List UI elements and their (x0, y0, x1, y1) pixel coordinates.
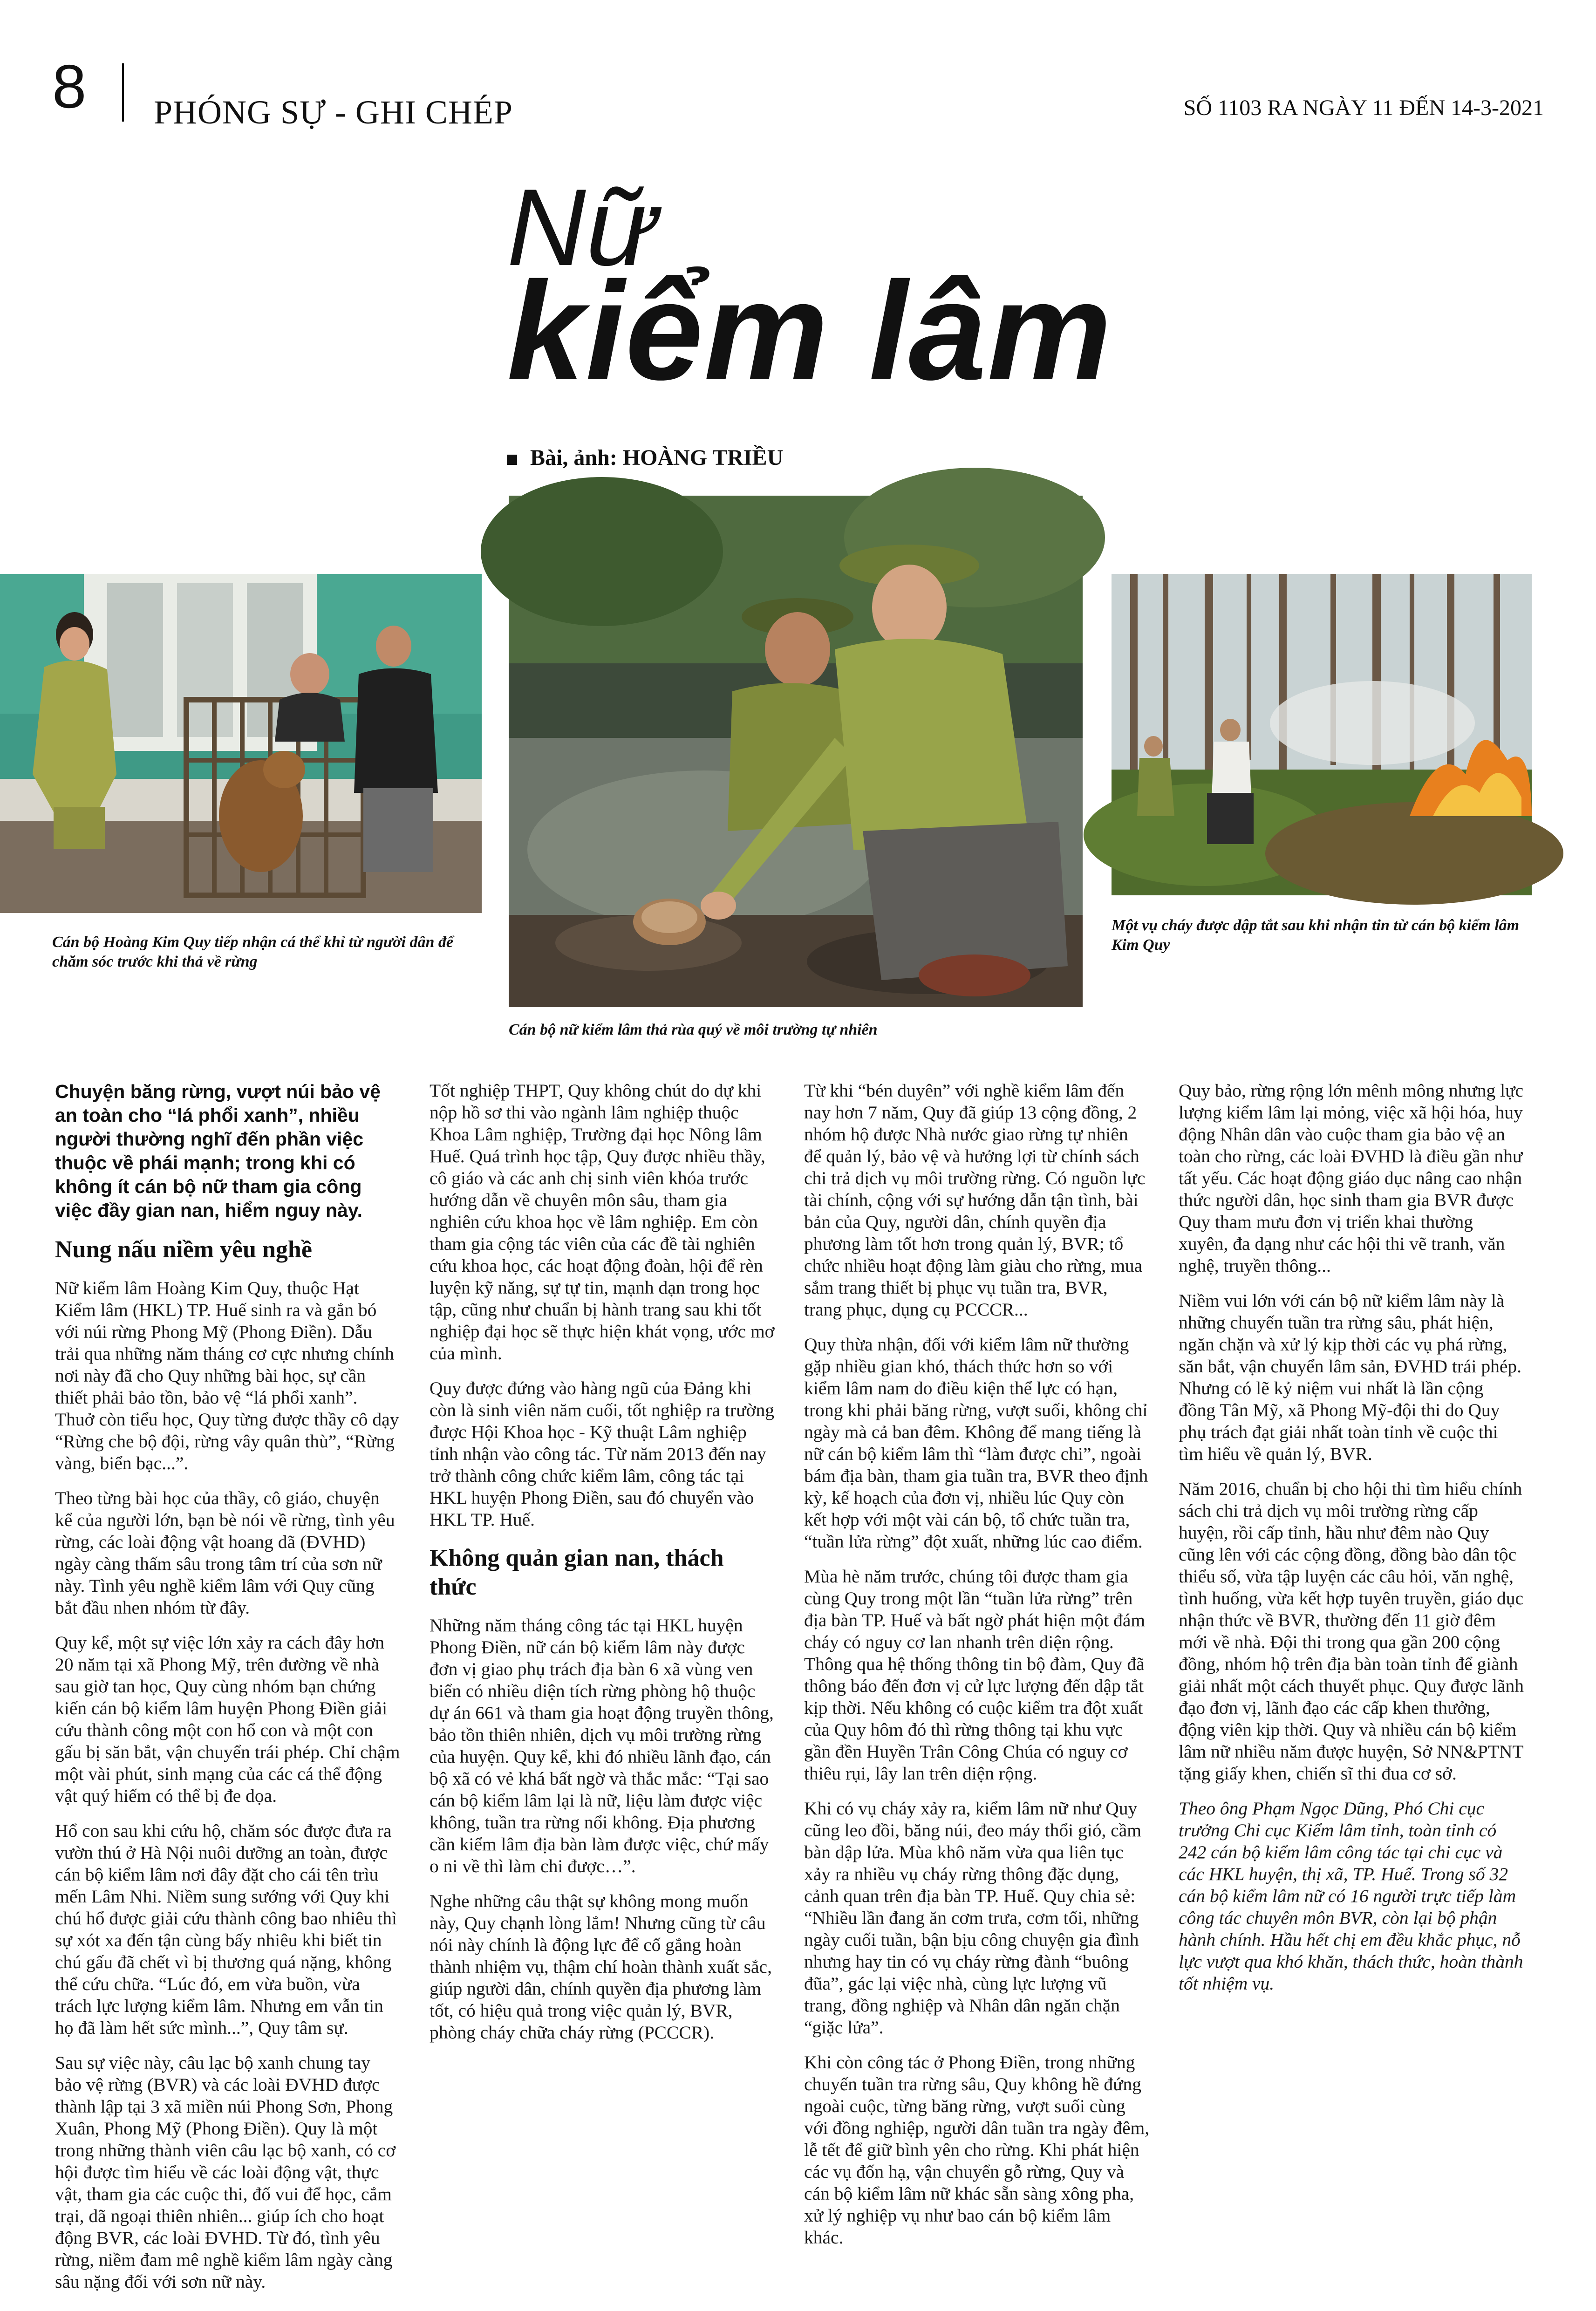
photo-ranger-monkey (0, 574, 482, 913)
paragraph: Từ khi “bén duyên” với nghề kiểm lâm đến nay hơn 7 năm, Quy đã giúp 13 cộng đồng, 2 nhóm hộ được Nhà nước giao rừng tự nhiên để quản lý, bảo vệ và hưởng lợi từ chính sách chi trả dịch vụ môi trường rừng. Có nguồn lực tài chính, cộng với sự hướng dẫn tận tình, bài bản của Quy, người dân, chính quyền địa phương làm tốt hơn trong quản lý, BVR; tổ chức nhiều hoạt động làm giàu cho rừng, mua sắm trang thiết bị phục vụ tuần tra, BVR, trang phục, dụng cụ PCCCR... (804, 1080, 1146, 1320)
paragraph: Sau sự việc này, câu lạc bộ xanh chung tay bảo vệ rừng (BVR) và các loài ĐVHD được thành lập tại 3 xã miền núi Phong Sơn, Phong Xuân, Phong Mỹ (Phong Điền). Quy là một trong những thành viên câu lạc bộ xanh, có cơ hội được tìm hiểu về các loài động vật, thực vật, tham gia các cuộc thi, đố vui để học, cắm trại, dã ngoại thiên nhiên... giúp ích cho hoạt động BVR, các loài ĐVHD. Từ đó, tình yêu rừng, niềm đam mê nghề kiểm lâm ngày càng sâu nặng đối với sơn nữ này. (55, 2052, 396, 2292)
issue-info: SỐ 1103 RA NGÀY 11 ĐẾN 14-3-2021 (1183, 95, 1544, 120)
photo-turtle-release (509, 496, 1083, 1007)
text-column-2 (430, 1080, 775, 2057)
paragraph: Hổ con sau khi cứu hộ, chăm sóc được đưa ra vườn thú ở Hà Nội nuôi dưỡng an toàn, được cán bộ kiểm lâm nơi đây đặt cho cái tên trìu mến Lâm Nhi. Niềm sung sướng với Quy khi chú hổ được giải cứu thành công bao nhiêu thì sự xót xa đến tận cùng bấy nhiêu khi biết tin chú gấu đã chết vì bị thương quá nặng, không thể cứu chữa. “Lúc đó, em vừa buồn, vừa trách lực lượng kiểm lâm. Nhưng em vẫn tin họ đã làm hết sức mình...”, Quy tâm sự. (55, 1820, 397, 2038)
byline (507, 445, 783, 470)
paragraph: Nữ kiểm lâm Hoàng Kim Quy, thuộc Hạt Kiểm lâm (HKL) TP. Huế sinh ra và gắn bó với núi rừng Phong Mỹ (Phong Điền). Dẫu trải qua những năm tháng cơ cực nhưng chính nơi này đã cho Quy những bài học, sự cần thiết phải bảo tồn, bảo vệ “lá phổi xanh”. Thuở còn tiểu học, Quy từng được thầy cô dạy “Rừng che bộ đội, rừng vây quân thù”, “Rừng vàng, biển bạc...”. (55, 1278, 399, 1473)
text-column-4 (1179, 1080, 1524, 2008)
text-column-1 (55, 1080, 401, 2292)
byline-text: Bài, ảnh: HOÀNG TRIỀU (530, 445, 784, 470)
photo-caption-left: Cán bộ Hoàng Kim Quy tiếp nhận cá thể khỉ từ người dân để chăm sóc trước khi thả về rừng (52, 934, 453, 970)
paragraph: Khi còn công tác ở Phong Điền, trong những chuyến tuần tra rừng sâu, Quy không hề đứng ngoài cuộc, từng băng rừng, vượt suối cùng với đồng nghiệp, người dân tuần tra ngày đêm, lễ tết để giữ bình yên cho rừng. Khi phát hiện các vụ đốn hạ, vận chuyển gỗ rừng, Quy và cán bộ kiểm lâm nữ khác sẵn sàng xông pha, xử lý nghiệp vụ như bao cán bộ kiểm lâm khác. (804, 2052, 1150, 2248)
text-column-3 (804, 1080, 1150, 2262)
paragraph: Tốt nghiệp THPT, Quy không chút do dự khi nộp hồ sơ thi vào ngành lâm nghiệp thuộc Khoa Lâm nghiệp, Trường đại học Nông lâm Huế. Quá trình học tập, Quy được nhiều thầy, cô giáo và các anh chị sinh viên khóa trước hướng dẫn về chuyên môn sâu, tham gia nghiên cứu khoa học về lâm nghiệp. Em còn tham gia cộng tác viên của các đề tài nghiên cứu khoa học, các hoạt động đoàn, hội để rèn luyện kỹ năng, sự tự tin, mạnh dạn trong học tập, cũng như chuẩn bị hành trang sau khi tốt nghiệp đại học sẽ thực hiện khát vọng, ước mơ của mình. (430, 1080, 775, 1363)
header-divider (122, 63, 124, 122)
photo-forest-fire (1112, 574, 1532, 895)
paragraph: Theo từng bài học của thầy, cô giáo, chuyện kể của người lớn, bạn bè nói về rừng, tình yêu rừng, các loài động vật hoang dã (ĐVHD) ngày càng thấm sâu trong tâm trí của sơn nữ này. Tình yêu nghề kiểm lâm với Quy cũng bắt đầu nhen nhóm từ đây. (55, 1488, 395, 1618)
bullet-square-icon (507, 455, 517, 465)
subhead-passion: Nung nấu niềm yêu nghề (55, 1236, 312, 1263)
paragraph: Quy kể, một sự việc lớn xảy ra cách đây hơn 20 năm tại xã Phong Mỹ, trên đường về nhà sau giờ tan học, Quy cùng nhóm bạn chứng kiến cán bộ kiểm lâm huyện Phong Điền giải cứu thành công một con hổ con và một con gấu bị săn bắt, vận chuyển trái phép. Chỉ chậm một vài phút, sinh mạng của các cá thể động vật quý hiếm có thể bị đe dọa. (55, 1632, 400, 1806)
photo-caption-center: Cán bộ nữ kiểm lâm thả rùa quý về môi trường tự nhiên (509, 1021, 878, 1038)
photo-caption-right: Một vụ cháy được dập tắt sau khi nhận tin từ cán bộ kiểm lâm Kim Quy (1112, 917, 1520, 954)
paragraph: Nghe những câu thật sự không mong muốn này, Quy chạnh lòng lắm! Nhưng cũng từ câu nói này chính là động lực để cố gắng hoàn thành nhiệm vụ, thậm chí hoàn thành xuất sắc, giúp người dân, chính quyền địa phương làm tốt, có hiệu quả trong việc quản lý, BVR, phòng cháy chữa cháy rừng (PCCCR). (430, 1891, 772, 2043)
subhead-challenges: Không quản gian nan, thách thức (430, 1545, 724, 1600)
paragraph: Những năm tháng công tác tại HKL huyện Phong Điền, nữ cán bộ kiểm lâm này được đơn vị giao phụ trách địa bàn 6 xã vùng ven biển có nhiều diện tích rừng phòng hộ thuộc dự án 661 và tham gia hoạt động truyền thông, bảo tồn thiên nhiên, dịch vụ môi trường rừng của huyện. Quy kể, khi đó nhiều lãnh đạo, cán bộ xã có vẻ khá bất ngờ và thắc mắc: “Tại sao cán bộ kiểm lâm lại là nữ, liệu làm được việc không, tuần tra rừng nổi không. Địa phương cần kiểm lâm địa bàn làm được việc, chứ mấy o ni về thì làm chi được…”. (430, 1615, 774, 1876)
page-number: 8 (52, 52, 87, 121)
paragraph: Quy thừa nhận, đối với kiểm lâm nữ thường gặp nhiều gian khó, thách thức hơn so với kiểm lâm nam do điều kiện thể lực có hạn, trong khi phải băng rừng, vượt suối, không chỉ ngày mà cả ban đêm. Không để mang tiếng là nữ cán bộ kiểm lâm thì “làm được chi”, ngoài bám địa bàn, tham gia tuần tra, BVR theo định kỳ, kế hoạch của đơn vị, nhiều lúc Quy còn kết hợp với một vài cán bộ, tổ chức tuần tra, “tuần lửa rừng” đột xuất, những lúc cao điểm. (804, 1334, 1148, 1552)
paragraph: Khi có vụ cháy xảy ra, kiểm lâm nữ như Quy cũng leo đồi, băng núi, đeo máy thổi gió, cầm bàn dập lửa. Mùa khô năm vừa qua liên tục xảy ra nhiều vụ cháy rừng thông đặc dụng, cảnh quan trên địa bàn TP. Huế. Quy chia sẻ: “Nhiều lần đang ăn cơm trưa, cơm tối, những ngày cuối tuần, bận bịu công chuyện gia đình nhưng hay tin có vụ cháy rừng đành “buông đũa”, gác lại việc nhà, cùng lực lượng vũ trang, đồng nghiệp và Nhân dân ngăn chặn “giặc lửa”. (804, 1798, 1142, 2038)
article-title-line2: kiểm lâm (507, 252, 1113, 409)
paragraph: Quy được đứng vào hàng ngũ của Đảng khi còn là sinh viên năm cuối, tốt nghiệp ra trường được Hội Khoa học - Kỹ thuật Lâm nghiệp tỉnh nhận vào công tác. Từ năm 2013 đến nay trở thành công chức kiểm lâm, công tác tại HKL huyện Phong Điền, sau đó chuyển vào HKL TP. Huế. (430, 1378, 774, 1530)
article-title-line1: Nữ (507, 166, 655, 288)
paragraph: Niềm vui lớn với cán bộ nữ kiểm lâm này là những chuyến tuần tra rừng sâu, phát hiện, ngăn chặn và xử lý kịp thời các vụ phá rừng, săn bắt, vận chuyển lâm sản, ĐVHD trái phép. Nhưng có lẽ kỷ niệm vui nhất là lần cộng đồng Tân Mỹ, xã Phong Mỹ-đội thi do Quy phụ trách đạt giải nhất toàn tỉnh về cuộc thi tìm hiểu về quản lý, BVR. (1179, 1290, 1522, 1464)
closing-quote-paragraph: Theo ông Phạm Ngọc Dũng, Phó Chi cục trưởng Chi cục Kiểm lâm tỉnh, toàn tỉnh có 242 cán bộ kiểm lâm công tác tại chi cục và các HKL huyện, thị xã, TP. Huế. Trong số 32 cán bộ kiểm lâm nữ có 16 người trực tiếp làm công tác chuyên môn BVR, còn lại bộ phận hành chính. Hầu hết chị em đều khắc phục, nỗ lực vượt qua khó khăn, thách thức, hoàn thành tốt nhiệm vụ. (1179, 1798, 1523, 1994)
paragraph: Quy bảo, rừng rộng lớn mênh mông nhưng lực lượng kiểm lâm lại mỏng, việc xã hội hóa, huy động Nhân dân vào cuộc tham gia bảo vệ an toàn cho rừng, các loài ĐVHD là điều gần như tất yếu. Các hoạt động giáo dục nâng cao nhận thức người dân, học sinh tham gia BVR được Quy tham mưu đơn vị triển khai thường xuyên, đa dạng như các hội thi vẽ tranh, văn nghệ, truyền thông... (1179, 1080, 1524, 1276)
article-lead: Chuyện băng rừng, vượt núi bảo vệ an toàn cho “lá phổi xanh”, nhiều người thường nghĩ đến phần việc thuộc về phái mạnh; trong khi có không ít cán bộ nữ tham gia công việc đầy gian nan, hiểm nguy này. (55, 1081, 381, 1221)
paragraph: Mùa hè năm trước, chúng tôi được tham gia cùng Quy trong một lần “tuần lửa rừng” trên địa bàn TP. Huế và bất ngờ phát hiện một đám cháy có nguy cơ lan nhanh trên diện rộng. Thông qua hệ thống thông tin bộ đàm, Quy đã thông báo đến đơn vị cử lực lượng đến dập tắt kịp thời. Nếu không có cuộc kiểm tra đột xuất của Quy hôm đó thì rừng thông tại khu vực gần đền Huyền Trân Công Chúa có nguy cơ thiêu rụi, lây lan trên diện rộng. (804, 1566, 1146, 1784)
paragraph: Năm 2016, chuẩn bị cho hội thi tìm hiểu chính sách chi trả dịch vụ môi trường rừng cấp huyện, rồi cấp tỉnh, hầu như đêm nào Quy cũng lên với các cộng đồng, đồng bào dân tộc thiểu số, vừa tập luyện các câu hỏi, văn nghệ, tình huống, vừa kết hợp tuyên truyền, giáo dục nhận thức về BVR, thường đến 11 giờ đêm mới về nhà. Đội thi trong qua gần 200 cộng đồng, nhóm hộ trên địa bàn toàn tỉnh để giành giải nhất một cách thuyết phục. Quy được lãnh đạo đơn vị, lãnh đạo các cấp khen thưởng, động viên kịp thời. Quy và nhiều cán bộ kiểm lâm nữ nhiều năm được huyện, Sở NN&PTNT tặng giấy khen, chiến sĩ thi đua cơ sở. (1179, 1479, 1524, 1784)
section-title: PHÓNG SỰ - GHI CHÉP (154, 94, 513, 131)
